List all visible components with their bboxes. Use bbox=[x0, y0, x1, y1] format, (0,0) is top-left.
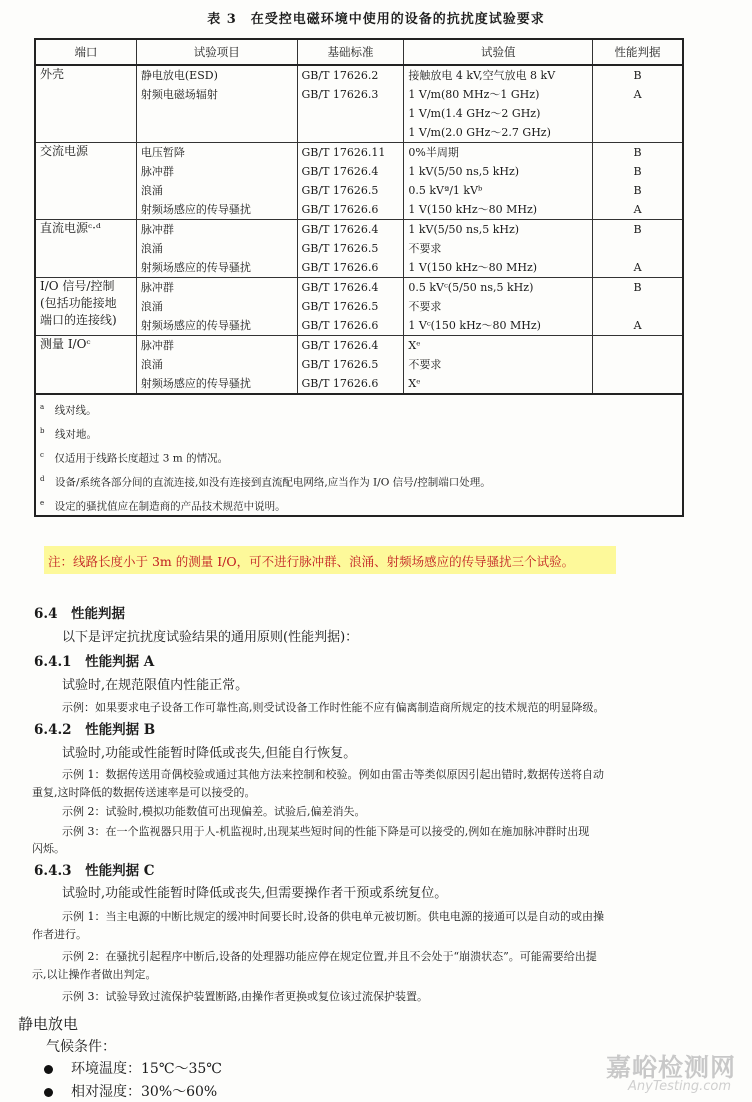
test-line: 静电放电(ESD) bbox=[140, 69, 218, 82]
test-line: 浪涌 bbox=[140, 242, 163, 255]
criterion-line: B bbox=[633, 281, 642, 294]
bullet-humidity: 相对湿度：30%～60% bbox=[44, 1081, 217, 1101]
bullet-dot-icon bbox=[44, 1065, 53, 1074]
standard-line: GB/T 17626.11 bbox=[301, 146, 386, 159]
section-heading-6-4: 6.4 性能判据 bbox=[34, 606, 125, 622]
criterion-line: B bbox=[633, 165, 642, 178]
port-cell bbox=[35, 278, 136, 336]
standard-line: GB/T 17626.5 bbox=[301, 358, 379, 371]
value-line: 接触放电 4 kV,空气放电 8 kV bbox=[408, 69, 556, 82]
standard-line bbox=[302, 123, 400, 142]
value-line: 不要求 bbox=[408, 358, 442, 371]
test-line bbox=[141, 123, 293, 142]
criterion-c-text: 试验时,功能或性能暂时降低或丧失,但需要操作者干预或系统复位。 bbox=[62, 886, 448, 901]
table-header-row bbox=[35, 39, 683, 65]
port-label: 端口的连接线) bbox=[40, 313, 117, 327]
standard-line: GB/T 17626.5 bbox=[301, 300, 379, 313]
climate-label: 气候条件： bbox=[46, 1039, 116, 1055]
port-label: 直流电源ᶜ·ᵈ bbox=[40, 221, 101, 235]
value-cell bbox=[404, 336, 593, 395]
value-line: Xᵉ bbox=[408, 339, 421, 352]
col-header-value: 试验值 bbox=[404, 39, 593, 65]
col-header-test: 试验项目 bbox=[136, 39, 297, 65]
port-label: 测量 I/Oᶜ bbox=[40, 337, 91, 351]
criterion-line: B bbox=[633, 223, 642, 236]
port-cell bbox=[35, 65, 136, 143]
criterion-c-example-2: 示例 2：在骚扰引起程序中断后,设备的处理器功能应停在规定位置,并且不会处于“崩溃状态”。可能需要给出提 bbox=[62, 950, 597, 963]
test-line: 脉冲群 bbox=[140, 281, 174, 294]
port-label: 外壳 bbox=[40, 67, 65, 81]
criterion-line: A bbox=[633, 319, 642, 332]
criterion-a-example: 示例：如果要求电子设备工作可靠性高,则受试设备工作时性能不应有偏离制造商所规定的技术规范的明显降级。 bbox=[62, 701, 605, 714]
criterion-cell bbox=[593, 143, 683, 220]
test-cell bbox=[136, 143, 297, 220]
value-cell bbox=[404, 278, 593, 336]
col-header-standard: 基础标准 bbox=[297, 39, 404, 65]
footnote: $^d$ 设备/系统各部分间的直流连接,如没有连接到直流配电网络,应当作为 I/O 信号/控制端口处理。 bbox=[40, 475, 491, 489]
standard-line: GB/T 17626.6 bbox=[301, 377, 379, 390]
criterion-cell bbox=[593, 220, 683, 278]
criterion-line bbox=[597, 297, 678, 316]
test-cell bbox=[136, 65, 297, 143]
value-line: 1 V/m(80 MHz～1 GHz) bbox=[408, 88, 540, 101]
port-cell bbox=[35, 220, 136, 278]
criterion-b-example-1-cont: 重复,这时降低的数据传送速率是可以接受的。 bbox=[32, 786, 256, 799]
test-cell bbox=[136, 220, 297, 278]
value-line: 0.5 kVª/1 kVᵇ bbox=[408, 184, 483, 197]
criterion-b-example-1: 示例 1：数据传送用奇偶校验或通过其他方法来控制和校验。例如由雷击等类似原因引起出错时,数据传送将自动 bbox=[62, 768, 604, 781]
criterion-line bbox=[597, 336, 678, 355]
criterion-line bbox=[597, 374, 678, 393]
test-line: 脉冲群 bbox=[140, 165, 174, 178]
footnote: $^a$ 线对线。 bbox=[40, 403, 97, 417]
test-line: 射频场感应的传导骚扰 bbox=[140, 203, 251, 216]
criterion-line: A bbox=[633, 88, 642, 101]
port-label: I/O 信号/控制 bbox=[40, 279, 115, 293]
criterion-cell bbox=[593, 278, 683, 336]
standard-cell bbox=[297, 220, 404, 278]
value-cell bbox=[404, 220, 593, 278]
port-label: 交流电源 bbox=[40, 144, 89, 158]
test-line: 脉冲群 bbox=[140, 339, 174, 352]
value-line: 1 V(150 kHz～80 MHz) bbox=[408, 261, 538, 274]
standard-line: GB/T 17626.5 bbox=[301, 242, 379, 255]
highlight-note: 注：线路长度小于 3m 的测量 I/O，可不进行脉冲群、浪涌、射频场感应的传导骚扰三个试验。 bbox=[48, 554, 575, 569]
immunity-requirements-table bbox=[34, 38, 684, 517]
col-header-criterion: 性能判据 bbox=[593, 39, 683, 65]
standard-line: GB/T 17626.3 bbox=[301, 88, 379, 101]
standard-line: GB/T 17626.4 bbox=[301, 165, 379, 178]
port-label: (包括功能接地 bbox=[40, 296, 117, 310]
value-line: 1 Vᶜ(150 kHz～80 MHz) bbox=[408, 319, 541, 332]
test-line: 射频场感应的传导骚扰 bbox=[140, 319, 251, 332]
value-line: 1 V/m(2.0 GHz～2.7 GHz) bbox=[408, 126, 551, 139]
standard-cell bbox=[297, 278, 404, 336]
bullet-temperature: 环境温度：15℃～35℃ bbox=[44, 1058, 222, 1078]
value-cell bbox=[404, 65, 593, 143]
criterion-c-example-2-cont: 示,以让操作者做出判定。 bbox=[32, 968, 157, 981]
standard-line: GB/T 17626.2 bbox=[301, 69, 379, 82]
criterion-b-text: 试验时,功能或性能暂时降低或丧失,但能自行恢复。 bbox=[62, 746, 357, 761]
test-cell bbox=[136, 278, 297, 336]
criterion-c-example-3: 示例 3：试验导致过流保护装置断路,由操作者更换或复位该过流保护装置。 bbox=[62, 990, 428, 1003]
criterion-b-example-3: 示例 3：在一个监视器只用于人-机监视时,出现某些短时间的性能下降是可以接受的,例如在施加脉冲群时出现 bbox=[62, 825, 590, 838]
table-footnotes bbox=[35, 394, 683, 516]
criterion-line: B bbox=[633, 69, 642, 82]
standard-cell bbox=[297, 336, 404, 395]
test-line: 射频电磁场辐射 bbox=[140, 88, 218, 101]
watermark-cn: 嘉峪检测网 bbox=[606, 1053, 737, 1082]
value-line: 不要求 bbox=[408, 242, 442, 255]
value-line: 1 kV(5/50 ns,5 kHz) bbox=[408, 165, 520, 178]
test-line: 脉冲群 bbox=[140, 223, 174, 236]
table-row bbox=[35, 336, 683, 395]
table-title: 表 3 在受控电磁环境中使用的设备的抗扰度试验要求 bbox=[207, 12, 545, 27]
value-line: 0.5 kVᶜ(5/50 ns,5 kHz) bbox=[408, 281, 534, 294]
test-line bbox=[141, 104, 293, 123]
section-intro: 以下是评定抗扰度试验结果的通用原则(性能判据)： bbox=[62, 630, 359, 645]
test-line: 电压暂降 bbox=[140, 146, 185, 159]
section-heading-6-4-3: 6.4.3 性能判据 C bbox=[34, 863, 155, 879]
value-cell bbox=[404, 143, 593, 220]
criterion-line: A bbox=[633, 261, 642, 274]
watermark-en: AnyTesting.com bbox=[628, 1079, 732, 1094]
criterion-line bbox=[597, 355, 678, 374]
criterion-line: B bbox=[633, 146, 642, 159]
standard-line: GB/T 17626.4 bbox=[301, 281, 379, 294]
standard-line: GB/T 17626.6 bbox=[301, 203, 379, 216]
standard-line: GB/T 17626.4 bbox=[301, 339, 379, 352]
standard-line: GB/T 17626.4 bbox=[301, 223, 379, 236]
value-line: 1 kV(5/50 ns,5 kHz) bbox=[408, 223, 520, 236]
test-line: 射频场感应的传导骚扰 bbox=[140, 377, 251, 390]
table-row bbox=[35, 278, 683, 336]
section-heading-6-4-1: 6.4.1 性能判据 A bbox=[34, 654, 155, 670]
criterion-b-example-2: 示例 2：试验时,模拟功能数值可出现偏差。试验后,偏差消失。 bbox=[62, 805, 366, 818]
footnote: $^e$ 设定的骚扰值应在制造商的产品技术规范中说明。 bbox=[40, 499, 286, 513]
standard-cell bbox=[297, 143, 404, 220]
test-line: 射频场感应的传导骚扰 bbox=[140, 261, 251, 274]
standard-line: GB/T 17626.5 bbox=[301, 184, 379, 197]
port-cell bbox=[35, 143, 136, 220]
section-heading-6-4-2: 6.4.2 性能判据 B bbox=[34, 722, 156, 738]
criterion-line bbox=[597, 104, 678, 123]
criterion-a-text: 试验时,在规范限值内性能正常。 bbox=[62, 678, 249, 693]
value-line: 1 V(150 kHz～80 MHz) bbox=[408, 203, 538, 216]
standard-line: GB/T 17626.6 bbox=[301, 261, 379, 274]
value-line: Xᵉ bbox=[408, 377, 421, 390]
criterion-cell bbox=[593, 336, 683, 395]
table-row bbox=[35, 65, 683, 143]
value-line: 0%半周期 bbox=[408, 146, 459, 159]
criterion-c-example-1-cont: 作者进行。 bbox=[32, 928, 87, 941]
test-line: 浪涌 bbox=[140, 300, 163, 313]
criterion-line bbox=[597, 123, 678, 142]
value-line: 1 V/m(1.4 GHz～2 GHz) bbox=[408, 107, 541, 120]
table-row bbox=[35, 143, 683, 220]
standard-line: GB/T 17626.6 bbox=[301, 319, 379, 332]
standard-line bbox=[302, 104, 400, 123]
footnote: $^b$ 线对地。 bbox=[40, 427, 97, 441]
test-line: 浪涌 bbox=[140, 184, 163, 197]
criterion-c-example-1: 示例 1：当主电源的中断比规定的缓冲时间要长时,设备的供电单元被切断。供电电源的接通可以是自动的或由操 bbox=[62, 910, 604, 923]
test-line: 浪涌 bbox=[140, 358, 163, 371]
value-line: 不要求 bbox=[408, 300, 442, 313]
bullet-dot-icon bbox=[44, 1088, 53, 1097]
table-row bbox=[35, 220, 683, 278]
test-cell bbox=[136, 336, 297, 395]
standard-cell bbox=[297, 65, 404, 143]
esd-heading: 静电放电 bbox=[18, 1015, 79, 1033]
col-header-port: 端口 bbox=[35, 39, 136, 65]
criterion-line bbox=[597, 239, 678, 258]
criterion-b-example-3-cont: 闪烁。 bbox=[32, 842, 65, 855]
footnote: $^c$ 仅适用于线路长度超过 3 m 的情况。 bbox=[40, 451, 229, 465]
port-cell bbox=[35, 336, 136, 395]
criterion-cell bbox=[593, 65, 683, 143]
criterion-line: A bbox=[633, 203, 642, 216]
criterion-line: B bbox=[633, 184, 642, 197]
